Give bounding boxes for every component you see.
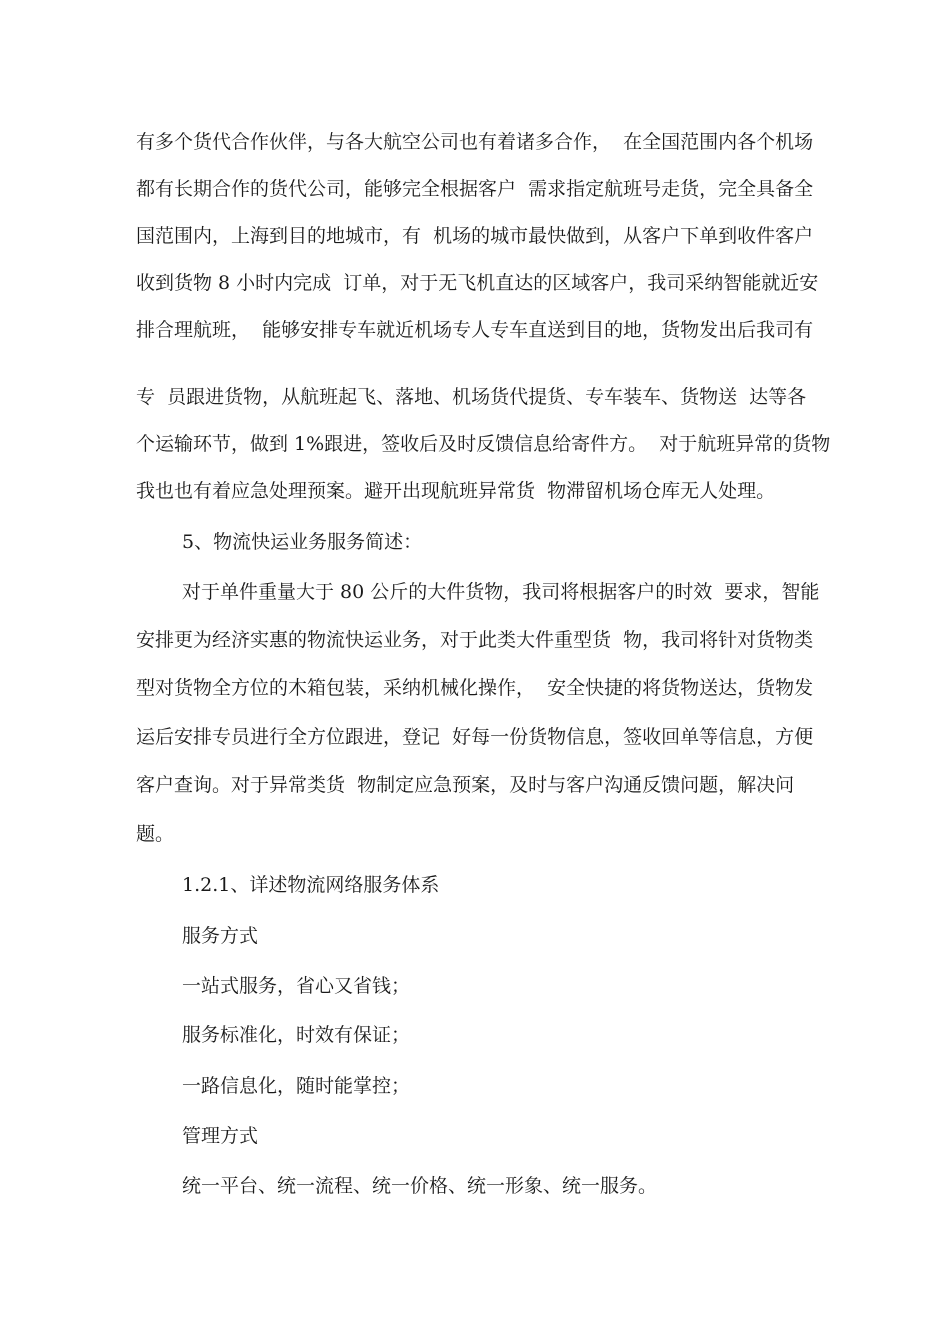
paragraph-1-line-3: 国范围内，上海到目的地城市，有 机场的城市最快做到，从客户下单到收件客户 — [136, 225, 814, 247]
section-heading-5: 5、物流快运业务服务简述： — [182, 531, 423, 553]
paragraph-2-line-6: 题。 — [136, 823, 175, 845]
service-title: 服务方式 — [182, 925, 259, 947]
paragraph-1-line-7: 个运输环节，做到 1%跟进，签收后及时反馈信息给寄件方。 对于航班异常的货物 — [136, 433, 831, 455]
paragraph-1-line-2: 都有长期合作的货代公司，能够完全根据客户 需求指定航班号走货，完全具备全 — [136, 178, 814, 200]
paragraph-1-line-8: 我也也有着应急处理预案。避开出现航班异常货 物滞留机场仓库无人处理。 — [136, 480, 776, 502]
paragraph-2-line-3: 型对货物全方位的木箱包装，采纳机械化操作， 安全快捷的将货物送达，货物发 — [136, 677, 814, 699]
service-item-1: 一站式服务，省心又省钱； — [182, 975, 411, 997]
section-heading-1-2-1: 1.2.1、详述物流网络服务体系 — [182, 874, 440, 896]
paragraph-2-line-4: 运后安排专员进行全方位跟进，登记 好每一份货物信息，签收回单等信息，方便 — [136, 726, 814, 748]
paragraph-2-line-2: 安排更为经济实惠的物流快运业务，对于此类大件重型货 物，我司将针对货物类 — [136, 629, 814, 651]
paragraph-2-line-5: 客户查询。对于异常类货 物制定应急预案，及时与客户沟通反馈问题，解决问 — [136, 774, 795, 796]
paragraph-1-line-6: 专 员跟进货物，从航班起飞、落地、机场货代提货、专车装车、货物送 达等各 — [136, 386, 807, 408]
paragraph-1-line-4: 收到货物 8 小时内完成 订单，对于无飞机直达的区域客户，我司采纳智能就近安 — [136, 272, 819, 294]
service-item-2: 服务标准化，时效有保证； — [182, 1024, 411, 1046]
management-title: 管理方式 — [182, 1125, 259, 1147]
paragraph-1-line-5: 排合理航班， 能够安排专车就近机场专人专车直送到目的地，货物发出后我司有 — [136, 319, 814, 341]
paragraph-1-line-1: 有多个货代合作伙伴，与各大航空公司也有着诸多合作， 在全国范围内各个机场 — [136, 131, 814, 153]
paragraph-2-line-1: 对于单件重量大于 80 公斤的大件货物，我司将根据客户的时效 要求，智能 — [182, 581, 820, 603]
service-item-3: 一路信息化，随时能掌控； — [182, 1075, 411, 1097]
management-text: 统一平台、统一流程、统一价格、统一形象、统一服务。 — [182, 1175, 658, 1197]
